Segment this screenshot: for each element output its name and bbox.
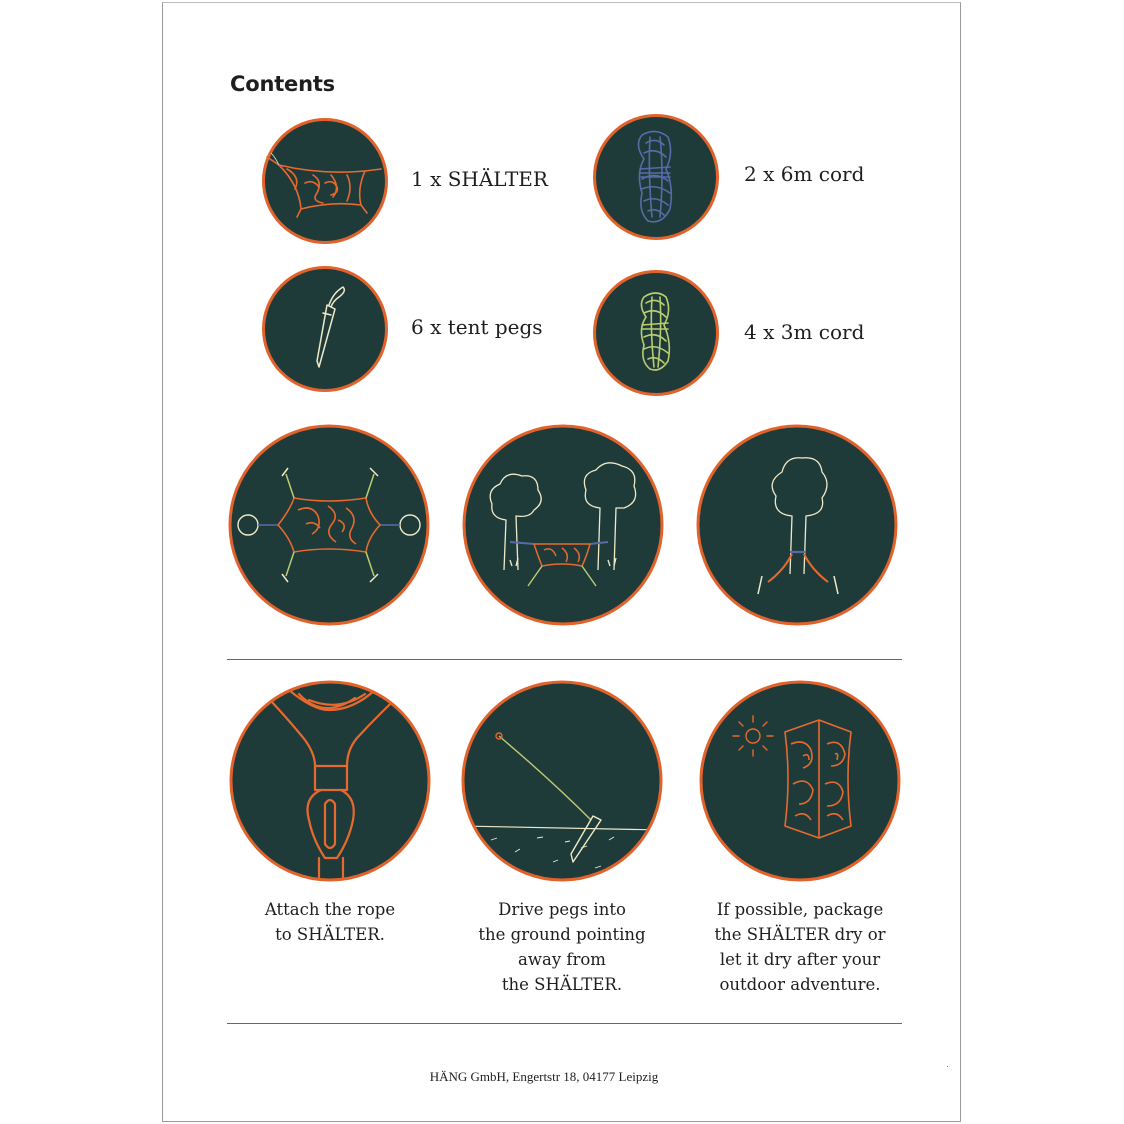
caption-line: the ground pointing [478,925,646,944]
tarp-side-view-icon [696,424,898,626]
tarp-drying-sun-icon [699,680,901,882]
peg-in-ground-icon [461,680,663,882]
caption-line: outdoor adventure. [719,975,881,994]
contents-label-tent-pegs: 6 x tent pegs [411,315,543,339]
instruction-caption-dry [690,897,910,997]
page-mark [947,1066,948,1067]
contents-label-tarp: 1 x SHÄLTER [411,167,548,191]
contents-heading: Contents [230,72,335,96]
caption-line: the SHÄLTER. [501,975,623,994]
contents-label-blue-cord: 2 x 6m cord [744,162,865,186]
caption-line: away from [518,950,606,969]
tarp-top-view-icon [228,424,430,626]
instruction-caption-pegs [452,897,672,997]
section-divider [227,659,902,660]
caption-line: Drive pegs into [498,900,626,919]
tarp-icon [261,117,389,245]
caption-line: Attach the rope [264,900,396,919]
tarp-between-trees-icon [462,424,664,626]
address-text: HÄNG GmbH, Engertstr 18, 04177 Leipzig [429,1069,659,1084]
green-cord-bundle-icon [592,269,720,397]
caption-line: to SHÄLTER. [275,925,385,944]
caption-line: let it dry after your [719,950,881,969]
carabiner-attach-icon [229,680,431,882]
contents-label-green-cord: 4 x 3m cord [744,320,865,344]
company-address [0,1069,1124,1085]
blue-cord-bundle-icon [592,113,720,241]
footer-divider [227,1023,902,1024]
caption-line: If possible, package [716,900,884,919]
tent-peg-icon [261,265,389,393]
caption-line: the SHÄLTER dry or [714,925,886,944]
instruction-caption-attach [220,897,440,947]
